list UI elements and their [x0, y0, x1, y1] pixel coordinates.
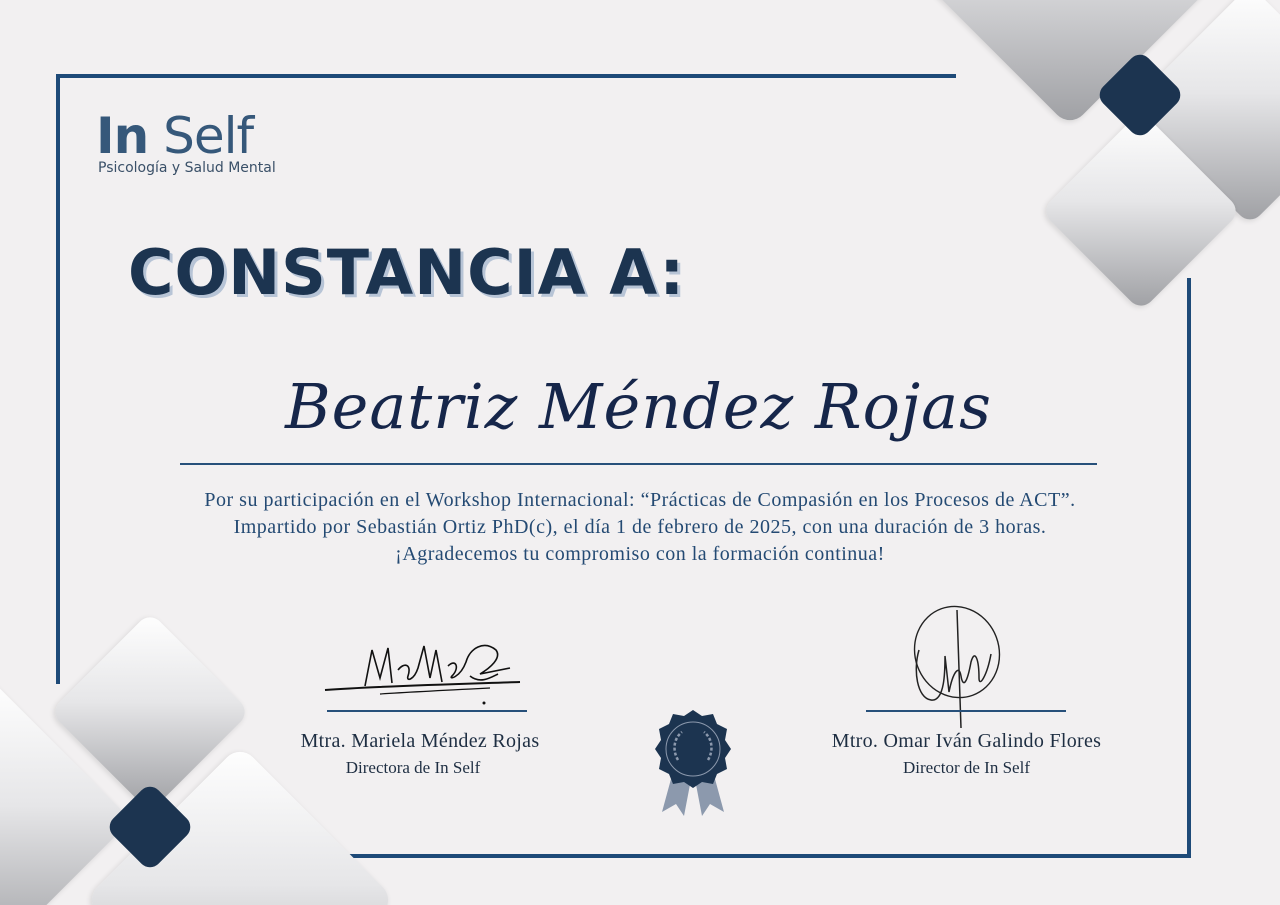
logo-tagline: Psicología y Salud Mental [98, 160, 276, 176]
frame-top [56, 74, 956, 78]
award-rosette-icon [652, 708, 734, 818]
signatory-role-left: Directora de In Self [345, 758, 481, 777]
logo-wordmark [96, 108, 276, 164]
logo-wordmark-bold: In [96, 107, 149, 165]
frame-left [56, 74, 60, 684]
signatory-role-right: Director de In Self [903, 758, 1030, 777]
frame-right [1187, 278, 1191, 858]
frame-bottom [340, 854, 1191, 858]
body-line-thanks: ¡Agradecemos tu compromiso con la formación continua! [395, 543, 885, 565]
body-line-participation: Por su participación en el Workshop Internacional: “Prácticas de Compasión en los Procesos de ACT”. [204, 489, 1076, 511]
logo-wordmark-rest: Self [148, 107, 254, 165]
signature-line-left [327, 710, 527, 712]
certificate-title: CONSTANCIA A: [128, 236, 686, 309]
signature-left [320, 628, 530, 708]
brand-logo [96, 108, 276, 176]
body-line-details: Impartido por Sebastián Ortiz PhD(c), el día 1 de febrero de 2025, con una duración de 3 horas. [233, 516, 1047, 538]
signature-line-right [866, 710, 1066, 712]
signatory-name-left: Mtra. Mariela Méndez Rojas [300, 730, 540, 752]
recipient-name: Beatriz Méndez Rojas [285, 370, 992, 443]
certificate-body [100, 487, 1180, 568]
signatory-name-right: Mtro. Omar Iván Galindo Flores [831, 730, 1102, 752]
recipient-underline [180, 463, 1097, 465]
